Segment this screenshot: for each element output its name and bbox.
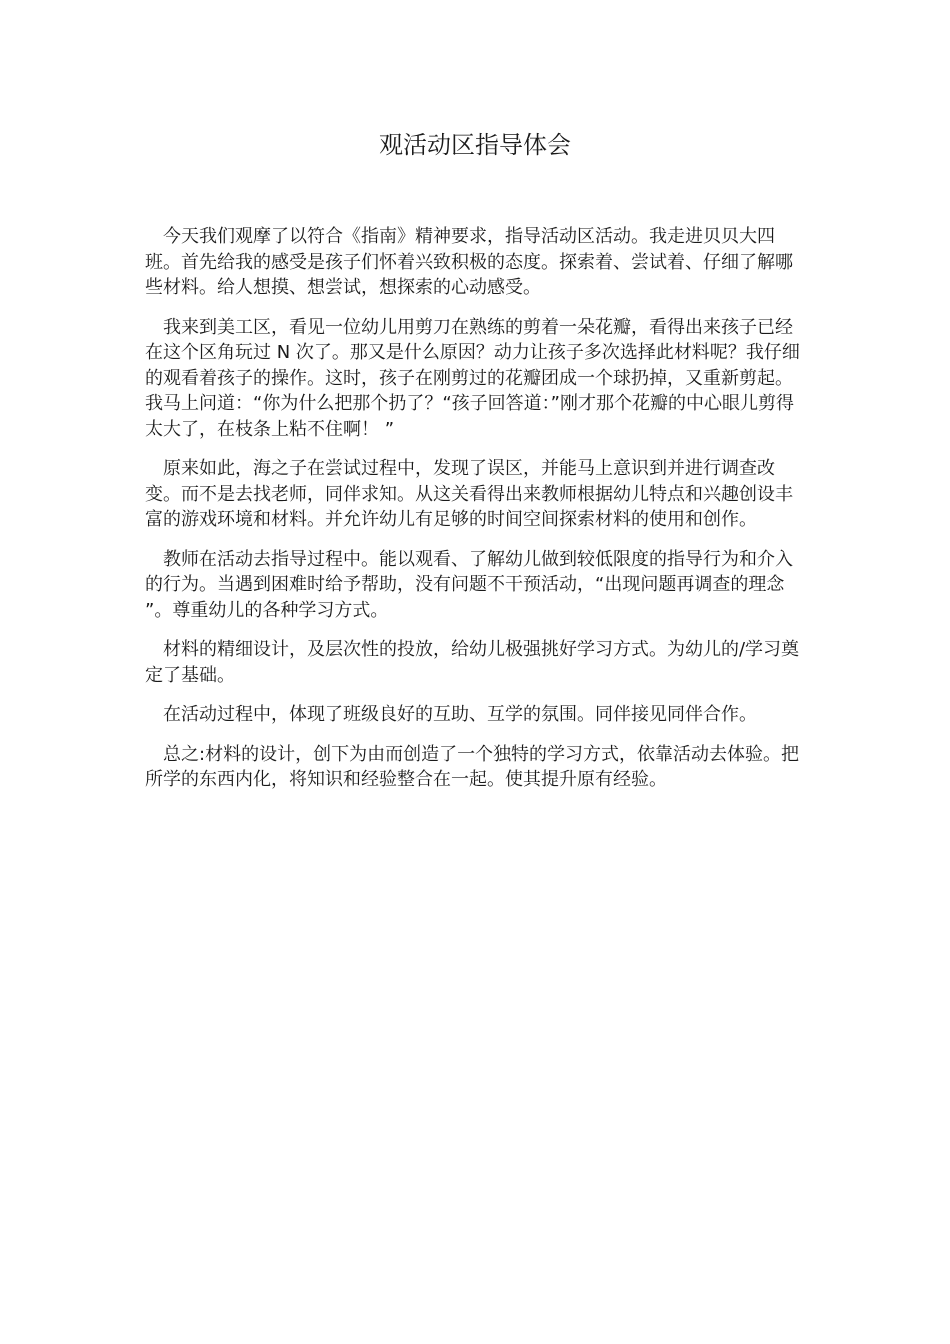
paragraph-6: 在活动过程中，体现了班级良好的互助、互学的氛围。同伴接见同伴合作。 <box>163 704 757 725</box>
paragraph-2: 我来到美工区，看见一位幼儿用剪刀在熟练的剪着一朵花瓣，看得出来孩子已经在这个区角玩过 N 次了。那又是什么原因？动力让孩子多次选择此材料呢？我仔细的观看着孩子的操作。这时，孩子在刚剪过的花瓣团成一个球扔掉，又重新剪起。我马上问道：“你为什么把那个扔了？“孩子回答道：”刚才那个花瓣的中心眼儿剪得太大了，在枝条上粘不住啊！ ” <box>145 316 800 440</box>
paragraph-3: 原来如此，海之子在尝试过程中，发现了误区，并能马上意识到并进行调查改变。而不是去找老师，同伴求知。从这关看得出来教师根据幼儿特点和兴趣创设丰富的游戏环境和材料。并允许幼儿有足够的时间空间探索材料的使用和创作。 <box>145 458 793 530</box>
paragraph-4: 教师在活动去指导过程中。能以观看、了解幼儿做到较低限度的指导行为和介入的行为。当遇到困难时给予帮助，没有问题不干预活动，“出现问题再调查的理念 ”。尊重幼儿的各种学习方式。 <box>145 548 793 621</box>
paragraph-5: 材料的精细设计，及层次性的投放，给幼儿极强挑好学习方式。为幼儿的/学习奠定了基础。 <box>145 639 800 686</box>
paragraph-1: 今天我们观摩了以符合《指南》精神要求，指导活动区活动。我走进贝贝大四班。首先给我的感受是孩子们怀着兴致积极的态度。探索着、尝试着、仔细了解哪些材料。给人想摸、想尝试，想探索的心动感受。 <box>145 226 793 298</box>
paragraph-7: 总之:材料的设计，创下为由而创造了一个独特的学习方式，依靠活动去体验。把所学的东西内化，将知识和经验整合在一起。使其提升原有经验。 <box>145 743 800 790</box>
document-title: 观活动区指导体会 <box>379 131 571 159</box>
document-body <box>145 224 810 807</box>
